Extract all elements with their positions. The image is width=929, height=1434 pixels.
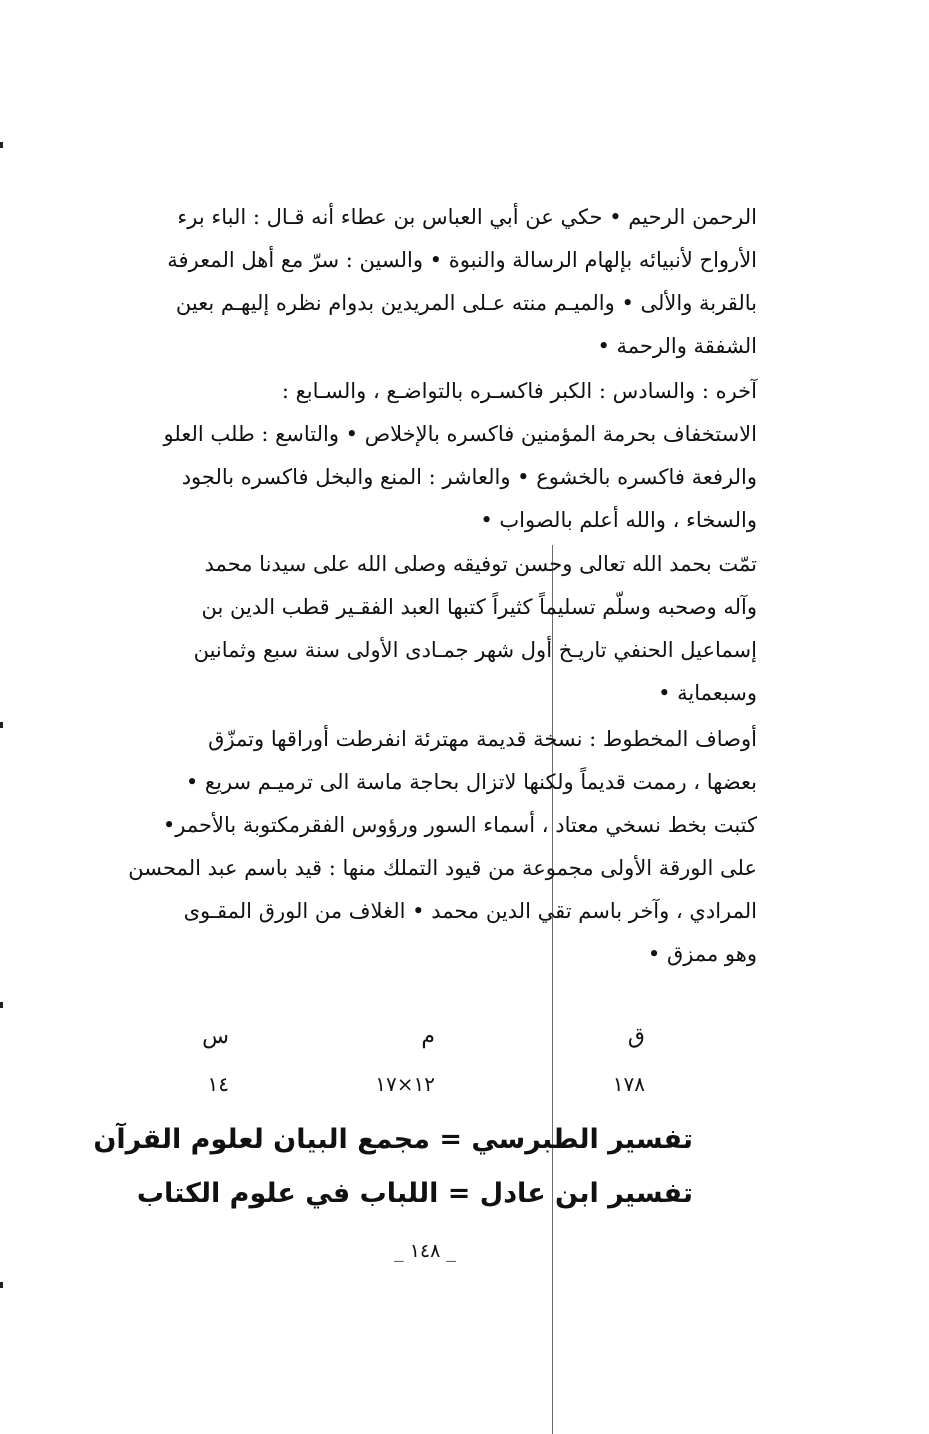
page-number: _ ١٤٨ _ [394,1240,456,1262]
paragraph-end-of-text [109,370,757,542]
table-header-lines: س [202,1024,229,1049]
text-line: على الورقة الأولى مجموعة من قيود التملك منها : قيد باسم عبد المحسن [128,856,757,880]
text-line: الأرواح لأنبيائه بإلهام الرسالة والنبوة • والسين : سرّ مع أهل المعرفة [167,248,757,272]
paragraph-colophon [109,543,757,715]
text-line: أوصاف المخطوط : نسخة قديمة مهترئة انفرطت أوراقها وتمزّق [208,727,757,751]
text-line: وهو ممزق • [647,942,757,966]
text-line: بعضها ، رممت قديماً ولكنها لاتزال بحاجة ماسة الى ترميـم سريع • [185,770,757,794]
paragraph-manuscript-description [109,718,757,976]
table-value-leaves: ١٧٨ [612,1072,645,1096]
text-line: وسبعماية • [658,681,757,705]
text-line: الشفقة والرحمة • [597,334,757,358]
text-line: كتبت بخط نسخي معتاد ، أسماء السور ورؤوس الفقرمكتوبة بالأحمر• [162,813,757,837]
edge-mark [0,1282,3,1288]
text-line: آخره : والسادس : الكبر فاكسـره بالتواضـع ، والسـابع : [281,379,757,403]
edge-mark [0,1002,3,1008]
text-line: والسخاء ، والله أعلم بالصواب • [480,508,757,532]
table-header-leaves: ق [627,1024,645,1049]
paragraph-basmala-commentary [109,196,757,368]
text-line: وآله وصحبه وسلّم تسليماً كثيراً كتبها العبد الفقـير قطب الدين بن [201,595,757,619]
note-tabarsi: تفسير الطبرسي = مجمع البيان لعلوم القرآن [93,1124,693,1155]
note-ibn-adil: تفسير ابن عادل = اللباب في علوم الكتاب [136,1178,693,1209]
text-line: والرفعة فاكسره بالخشوع • والعاشر : المنع والبخل فاكسره بالجود [181,465,757,489]
edge-mark [0,142,3,148]
table-value-lines: ١٤ [207,1072,229,1096]
table-value-size: ١٢×١٧ [375,1072,435,1096]
text-line: بالقربة والألى • والميـم منته عـلى المريدين بدوام نظره إليهـم بعين [175,291,757,315]
text-line: إسماعيل الحنفي تاريـخ أول شهر جمـادى الأولى سنة سبع وثمانين [193,638,757,662]
text-line: المرادي ، وآخر باسم تقي الدين محمد • الغلاف من الورق المقـوى [183,899,757,923]
edge-mark [0,722,3,728]
text-line: الرحمن الرحيم • حكي عن أبي العباس بن عطاء أنه قـال : الباء برء [177,205,757,229]
text-line: تمّت بحمد الله تعالى وحسن توفيقه وصلى الله على سيدنا محمد [204,552,757,576]
table-header-size: م [421,1024,435,1049]
text-line: الاستخفاف بحرمة المؤمنين فاكسره بالإخلاص • والتاسع : طلب العلو [163,422,757,446]
